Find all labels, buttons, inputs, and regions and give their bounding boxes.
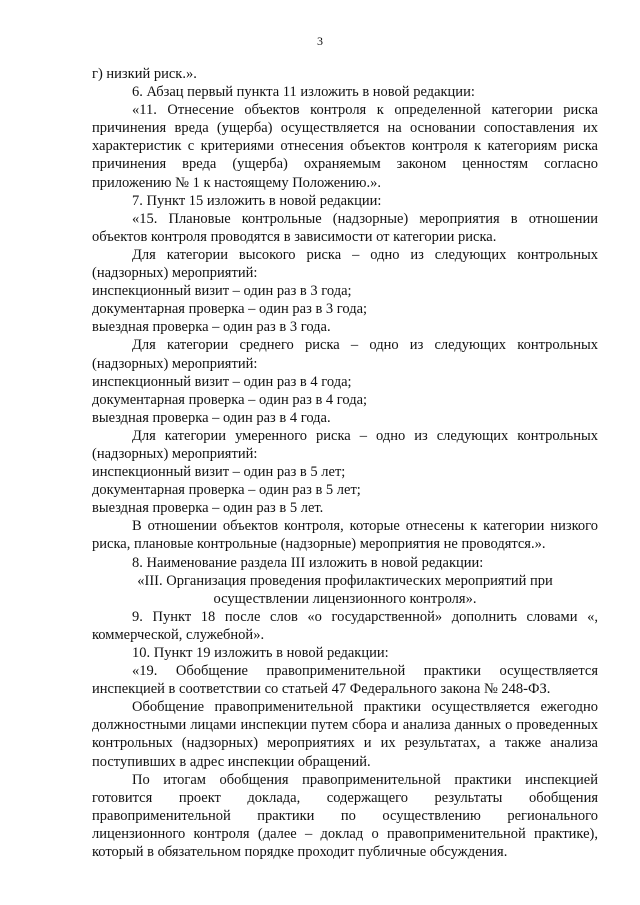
list-item: документарная проверка – один раз в 5 лет; bbox=[92, 482, 361, 499]
paragraph: «19. Обобщение правоприменительной практики осуществляется инспекцией в соответствии со статьей 47 Федерального закона № 248-ФЗ. bbox=[92, 663, 598, 698]
list-item: документарная проверка – один раз в 3 года; bbox=[92, 301, 368, 318]
list-item: инспекционный визит – один раз в 4 года; bbox=[92, 373, 352, 390]
list-item: инспекционный визит – один раз в 3 года; bbox=[92, 283, 352, 300]
section-title: «III. Организация проведения профилактических мероприятий при осуществлении лицензионного контроля». bbox=[137, 572, 553, 607]
list-item: выездная проверка – один раз в 3 года. bbox=[92, 319, 331, 336]
paragraph: Для категории умеренного риска – одно из следующих контрольных (надзорных) мероприятий: bbox=[92, 427, 598, 462]
paragraph: Для категории высокого риска – одно из следующих контрольных (надзорных) мероприятий: bbox=[92, 246, 598, 282]
document-body bbox=[92, 65, 598, 861]
paragraph: «15. Плановые контрольные (надзорные) мероприятия в отношении объектов контроля проводятся в зависимости от категории риска. bbox=[92, 210, 598, 245]
paragraph: 9. Пункт 18 после слов «о государственной» дополнить словами «, коммерческой, служебной». bbox=[92, 608, 598, 643]
paragraph: 6. Абзац первый пункта 11 изложить в новой редакции: bbox=[132, 84, 475, 101]
list-item: г) низкий риск.». bbox=[92, 66, 197, 82]
paragraph: 7. Пункт 15 изложить в новой редакции: bbox=[132, 192, 382, 209]
paragraph: Для категории среднего риска – одно из следующих контрольных (надзорных) мероприятий: bbox=[92, 337, 598, 372]
paragraph: «11. Отнесение объектов контроля к определенной категории риска причинения вреда (ущерба) осуществляется на основании сопоставления их характеристик с критериями отнесения объектов контроля к категориям риска причинения вреда (ущерба) охраняемым законом ценностям согласно приложению № 1 к настоящему Положению.». bbox=[92, 102, 598, 191]
paragraph: 8. Наименование раздела III изложить в новой редакции: bbox=[132, 554, 484, 571]
list-item: выездная проверка – один раз в 4 года. bbox=[92, 409, 331, 426]
paragraph: 10. Пункт 19 изложить в новой редакции: bbox=[132, 645, 389, 661]
list-item: выездная проверка – один раз в 5 лет. bbox=[92, 500, 324, 517]
paragraph: По итогам обобщения правоприменительной практики инспекцией готовится проект доклада, содержащего результаты обобщения правоприменительной практики по осуществлению регионального лицензионного контроля (далее – доклад о правоприменительной практике), который в обязательном порядке проходит публичные обсуждения. bbox=[92, 771, 598, 861]
list-item: документарная проверка – один раз в 4 года; bbox=[92, 391, 368, 408]
paragraph: Обобщение правоприменительной практики осуществляется ежегодно должностными лицами инспекции путем сбора и анализа данных о проведенных контрольных (надзорных) мероприятиях и их результатах, а также анализа поступивших в адрес инспекции обращений. bbox=[92, 699, 598, 770]
list-item: инспекционный визит – один раз в 5 лет; bbox=[92, 464, 346, 481]
paragraph: В отношении объектов контроля, которые отнесены к категории низкого риска, плановые контрольные (надзорные) мероприятия не проводятся.». bbox=[92, 518, 598, 553]
page-number: 3 bbox=[317, 34, 323, 48]
